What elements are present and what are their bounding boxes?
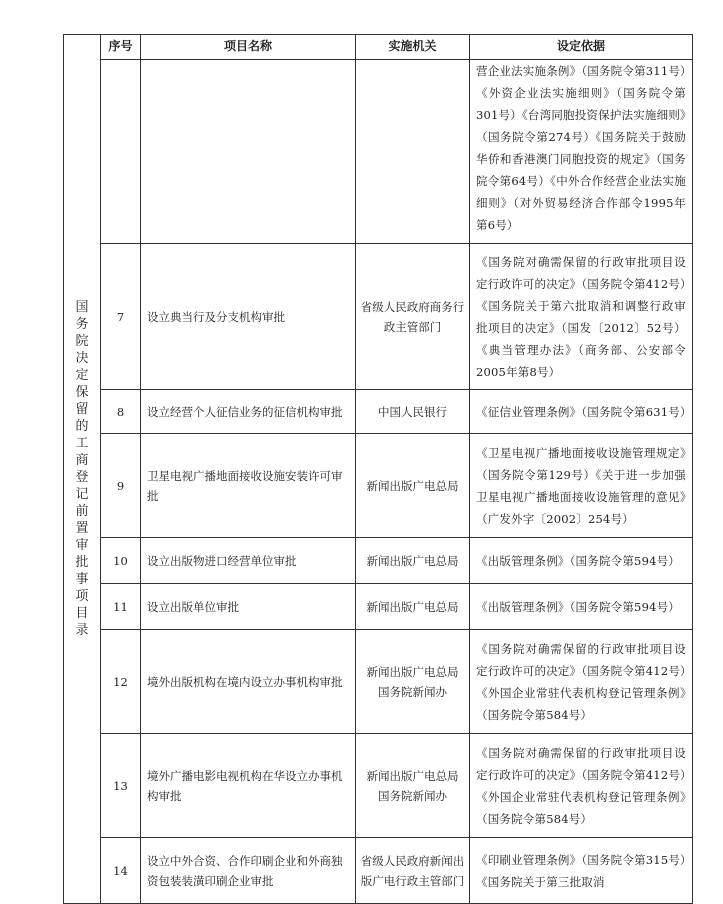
cell-name: 设立中外合资、合作印刷企业和外商独资包装装潢印刷企业审批 [141, 838, 356, 904]
cell-basis: 《出版管理条例》（国务院令第594号） [470, 584, 693, 630]
header-row [64, 35, 693, 60]
cell-no [101, 60, 141, 244]
approval-items-table [63, 34, 693, 904]
cell-agency: 中国人民银行 [356, 390, 470, 434]
table-row [64, 838, 693, 904]
cell-no: 9 [101, 434, 141, 538]
cell-no: 12 [101, 630, 141, 734]
cell-basis: 《印刷业管理条例》（国务院令第315号）《国务院关于第三批取消 [470, 838, 693, 904]
col-header-no: 序号 [101, 35, 141, 60]
cell-name: 境外出版机构在境内设立办事机构审批 [141, 630, 356, 734]
table-row [64, 538, 693, 584]
cell-no: 7 [101, 244, 141, 390]
cell-basis: 《国务院对确需保留的行政审批项目设定行政许可的决定》（国务院令第412号）《国务院关于第六批取消和调整行政审批项目的决定》（国发〔2012〕52号）《典当管理办法》（商务部、公安部令2005年第8号） [470, 244, 693, 390]
side-label-text: 国务院决定保留的工商登记前置审批事项目录 [75, 300, 89, 638]
cell-agency [356, 60, 470, 244]
table-row [64, 734, 693, 838]
table-row [64, 244, 693, 390]
cell-basis: 《卫星电视广播地面接收设施管理规定》（国务院令第129号）《关于进一步加强卫星电视广播地面接收设施管理的意见》（广发外字〔2002〕254号） [470, 434, 693, 538]
cell-no: 10 [101, 538, 141, 584]
cell-agency: 省级人民政府商务行政主管部门 [356, 244, 470, 390]
cell-name: 境外广播电影电视机构在华设立办事机构审批 [141, 734, 356, 838]
table-row [64, 390, 693, 434]
cell-basis: 《国务院对确需保留的行政审批项目设定行政许可的决定》（国务院令第412号）《外国企业常驻代表机构登记管理条例》（国务院令第584号） [470, 734, 693, 838]
cell-no: 14 [101, 838, 141, 904]
cell-name: 设立典当行及分支机构审批 [141, 244, 356, 390]
cell-no: 13 [101, 734, 141, 838]
col-header-basis: 设定依据 [470, 35, 693, 60]
col-header-agency: 实施机关 [356, 35, 470, 60]
cell-agency: 新闻出版广电总局 [356, 538, 470, 584]
cell-agency: 新闻出版广电总局 [356, 434, 470, 538]
cell-basis-continued: 营企业法实施条例》（国务院令第311号）《外资企业法实施细则》（国务院令第301号）《台湾同胞投资保护法实施细则》（国务院令第274号）《国务院关于鼓励华侨和香港澳门同胞投资的规定》（国务院令第64号）《中外合作经营企业法实施细则》（对外贸易经济合作部令1995年第6号） [470, 60, 693, 244]
cell-basis: 《征信业管理条例》（国务院令第631号） [470, 390, 693, 434]
cell-basis: 《国务院对确需保留的行政审批项目设定行政许可的决定》（国务院令第412号）《外国企业常驻代表机构登记管理条例》（国务院令第584号） [470, 630, 693, 734]
cell-no: 11 [101, 584, 141, 630]
table-row [64, 584, 693, 630]
table-row [64, 434, 693, 538]
cell-agency: 新闻出版广电总局 国务院新闻办 [356, 734, 470, 838]
cell-basis: 《出版管理条例》（国务院令第594号） [470, 538, 693, 584]
cell-name: 设立出版物进口经营单位审批 [141, 538, 356, 584]
cell-name [141, 60, 356, 244]
cell-agency: 新闻出版广电总局 [356, 584, 470, 630]
cell-name: 设立出版单位审批 [141, 584, 356, 630]
table-row-continued [64, 60, 693, 244]
cell-agency: 省级人民政府新闻出版广电行政主管部门 [356, 838, 470, 904]
col-header-name: 项目名称 [141, 35, 356, 60]
cell-no: 8 [101, 390, 141, 434]
side-label [64, 35, 101, 904]
table-row [64, 630, 693, 734]
cell-agency: 新闻出版广电总局 国务院新闻办 [356, 630, 470, 734]
cell-name: 设立经营个人征信业务的征信机构审批 [141, 390, 356, 434]
cell-name: 卫星电视广播地面接收设施安装许可审批 [141, 434, 356, 538]
